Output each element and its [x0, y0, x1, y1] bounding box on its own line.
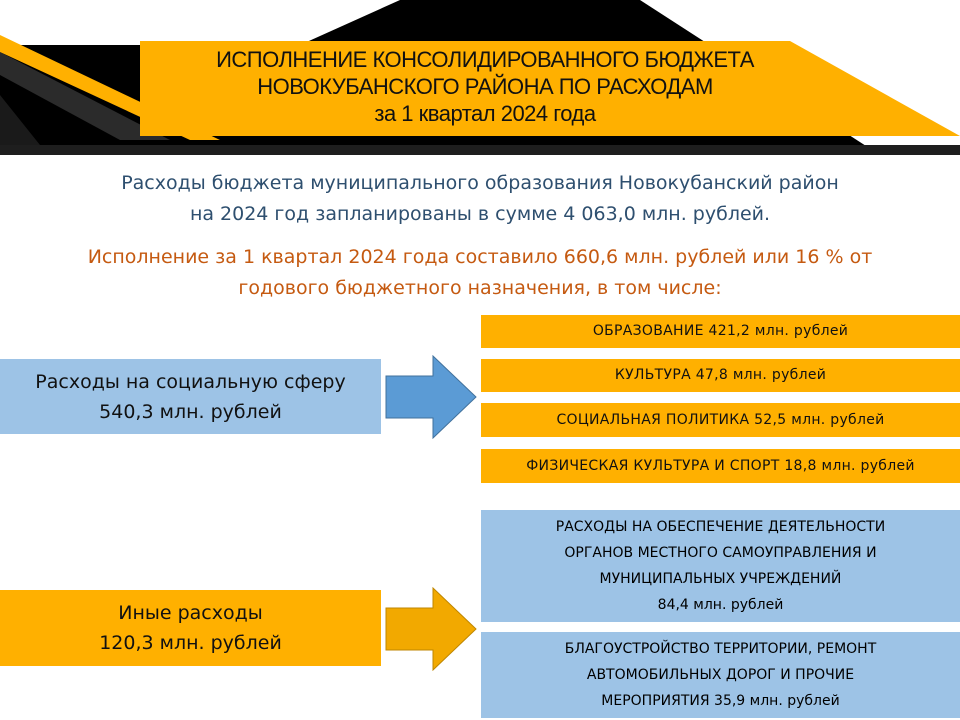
improvement-line-2: АВТОМОБИЛЬНЫХ ДОРОГ И ПРОЧИЕ	[586, 667, 855, 683]
social-item-sport: ФИЗИЧЕСКАЯ КУЛЬТУРА И СПОРТ 18,8 млн. рублей	[481, 449, 960, 483]
plan-paragraph	[20, 168, 940, 230]
social-item-education: ОБРАЗОВАНИЕ 421,2 млн. рублей	[481, 315, 960, 348]
social-sphere-amount: 540,3 млн. рублей	[99, 400, 282, 423]
social-item-culture: КУЛЬТУРА 47,8 млн. рублей	[481, 359, 960, 392]
title-line-3: за 1 квартал 2024 года	[374, 101, 596, 126]
social-item-social-policy: СОЦИАЛЬНАЯ ПОЛИТИКА 52,5 млн. рублей	[481, 403, 960, 437]
social-sphere-box	[0, 359, 381, 434]
administration-line-3: МУНИЦИПАЛЬНЫХ УЧРЕЖДЕНИЙ	[599, 571, 842, 587]
other-item-improvement	[481, 632, 960, 718]
administration-line-1: РАСХОДЫ НА ОБЕСПЕЧЕНИЕ ДЕЯТЕЛЬНОСТИ	[555, 519, 886, 535]
improvement-line-3: МЕРОПРИЯТИЯ 35,9 млн. рублей	[601, 693, 840, 709]
administration-amount: 84,4 млн. рублей	[657, 597, 784, 613]
execution-line-1: Исполнение за 1 квартал 2024 года составило 660,6 млн. рублей или 16 % от	[87, 246, 873, 268]
other-expenses-label: Иные расходы	[118, 602, 263, 624]
improvement-line-1: БЛАГОУСТРОЙСТВО ТЕРРИТОРИИ, РЕМОНТ	[564, 641, 877, 657]
other-item-administration	[481, 510, 960, 622]
execution-paragraph	[20, 242, 940, 304]
title-line-1: ИСПОЛНЕНИЕ КОНСОЛИДИРОВАННОГО БЮДЖЕТА	[216, 47, 754, 72]
page-title	[60, 46, 910, 127]
social-sphere-label: Расходы на социальную сферу	[35, 370, 346, 393]
title-line-2: НОВОКУБАНСКОГО РАЙОНА ПО РАСХОДАМ	[257, 74, 713, 99]
arrow-right-icon	[385, 355, 477, 439]
other-expenses-box	[0, 590, 381, 666]
plan-line-2: на 2024 год запланированы в сумме 4 063,0 млн. рублей.	[189, 203, 771, 225]
arrow-right-icon	[385, 587, 477, 671]
execution-line-2: годового бюджетного назначения, в том числе:	[238, 277, 722, 299]
other-expenses-amount: 120,3 млн. рублей	[99, 632, 282, 654]
administration-line-2: ОРГАНОВ МЕСТНОГО САМОУПРАВЛЕНИЯ И	[564, 545, 877, 561]
plan-line-1: Расходы бюджета муниципального образования Новокубанский район	[121, 172, 839, 194]
